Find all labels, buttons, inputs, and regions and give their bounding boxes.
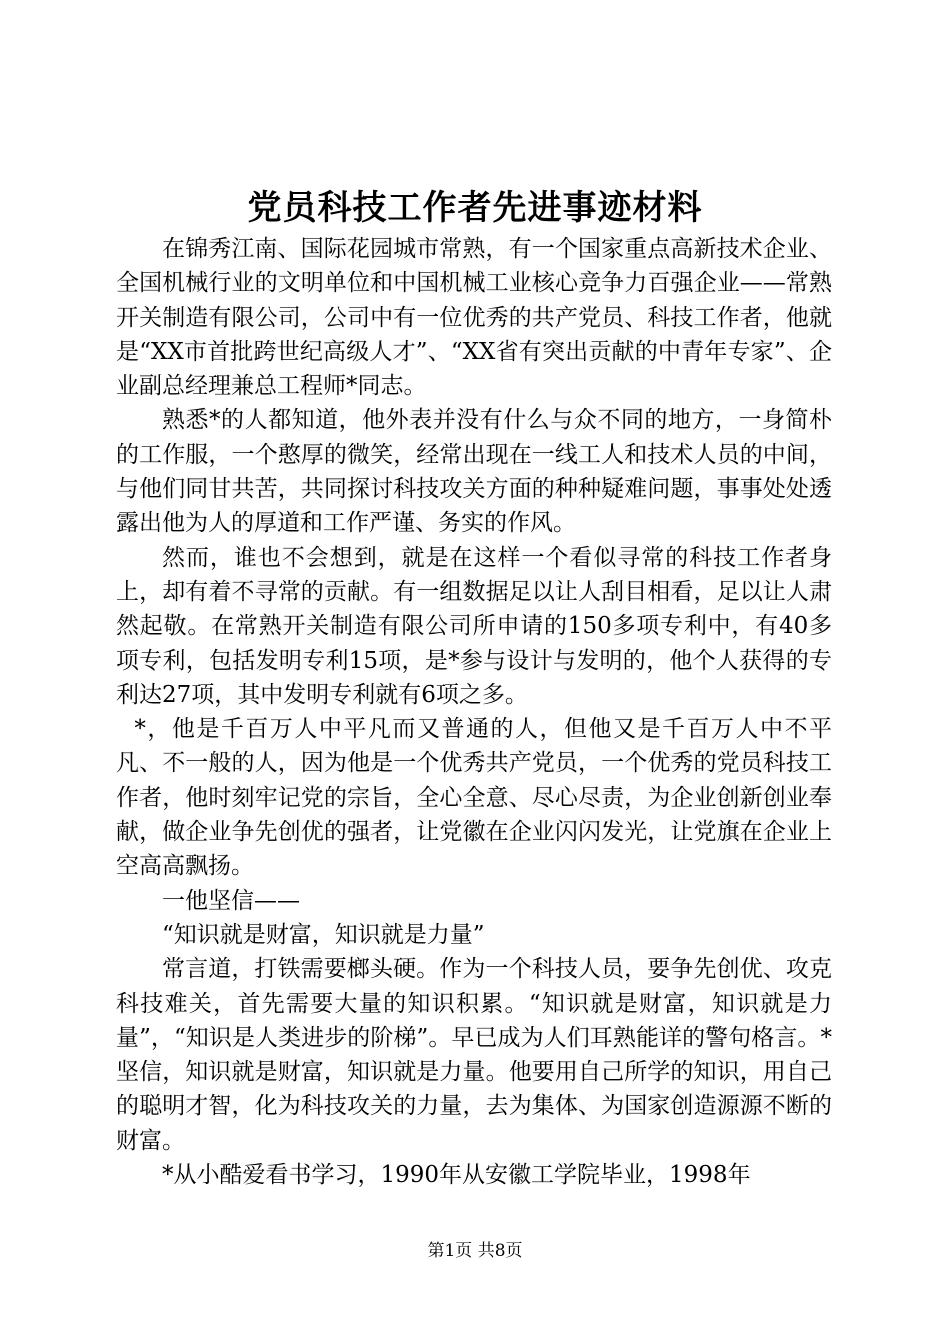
document-body	[116, 232, 832, 1192]
document-title: 党员科技工作者先进事迹材料	[247, 188, 703, 228]
section-heading-belief: 一他坚信——	[162, 887, 300, 914]
paragraph-appearance: 熟悉*的人都知道，他外表并没有什么与众不同的地方，一身简朴的工作服，一个憨厚的微笑，经常出现在一线工人和技术人员的中间，与他们同甘共苦，共同探讨科技攻关方面的种种疑难问题，事事处处透露出他为人的厚道和工作严谨、务实的作风。	[116, 407, 832, 537]
paragraph-contribution: 然而，谁也不会想到，就是在这样一个看似寻常的科技工作者身上，却有着不寻常的贡献。有一组数据足以让人刮目相看，足以让人肃然起敬。在常熟开关制造有限公司所申请的150多项专利中，有40多项专利，包括发明专利15项，是*参与设计与发明的，他个人获得的专利达27项，其中发明专利就有6项之多。	[116, 544, 832, 708]
paragraph-study: *从小酷爱看书学习，1990年从安徽工学院毕业，1998年	[162, 1162, 751, 1189]
paragraph-character: *，他是千百万人中平凡而又普通的人，但他又是千百万人中不平凡、不一般的人，因为他是一个优秀共产党员，一个优秀的党员科技工作者，他时刻牢记党的宗旨，全心全意、尽心尽责，为企业创新创业奉献，做企业争先创优的强者，让党徽在企业闪闪发光，让党旗在企业上空高高飘扬。	[116, 716, 832, 880]
paragraph-intro: 在锦秀江南、国际花园城市常熟，有一个国家重点高新技术企业、全国机械行业的文明单位和中国机械工业核心竞争力百强企业——常熟开关制造有限公司，公司中有一位优秀的共产党员、科技工作者，他就是“XX市首批跨世纪高级人才”、“XX省有突出贡献的中青年专家”、企业副总经理兼总工程师*同志。	[116, 236, 832, 400]
paragraph-knowledge: 常言道，打铁需要榔头硬。作为一个科技人员，要争先创优、攻克科技难关，首先需要大量的知识积累。“知识就是财富，知识就是力量”，“知识是人类进步的阶梯”。早已成为人们耳熟能详的警句格言。*坚信，知识就是财富，知识就是力量。他要用自己所学的知识，用自己的聪明才智，化为科技攻关的力量，去为集体、为国家创造源源不断的财富。	[116, 956, 832, 1154]
page-number: 第1页 共8页	[427, 1241, 523, 1261]
section-subheading-knowledge: “知识就是财富，知识就是力量”	[162, 921, 485, 948]
